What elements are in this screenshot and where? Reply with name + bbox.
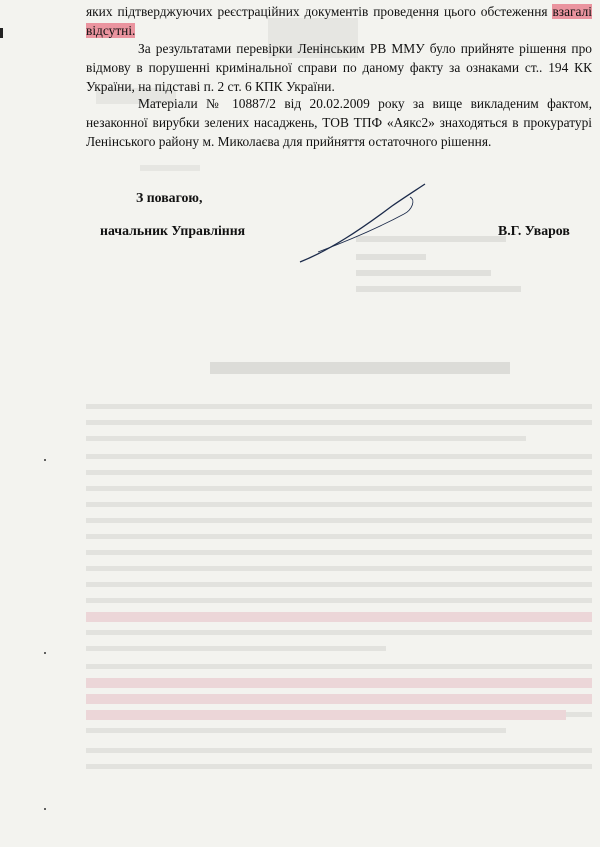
paragraph-1-text: яких підтверджуючих реєстраційних документів проведення цього обстеження [86,4,553,19]
closing-regards: З повагою, [136,190,203,205]
paragraph-3: Матеріали № 10887/2 від 20.02.2009 року за вище викладеним фактом, незаконної вирубки зелених насаджень, ТОВ ТПФ «Аякс2» знаходяться в прокуратурі Ленінського району м. Миколаєва для прийняття остаточного рішення. [86,96,592,149]
paragraph-2: За результатами перевірки Ленінським РВ ММУ було прийняте рішення про відмову в порушенні кримінальної справи по даному факту за ознаками ст.. 194 КК України, на підставі п. 2 ст. 6 КПК України. [86,41,592,94]
signatory-name: В.Г. Уваров [498,223,570,238]
signatory-position: начальник Управління [100,223,246,238]
highlighted-phrase: взагалі відсутні. [86,4,592,38]
